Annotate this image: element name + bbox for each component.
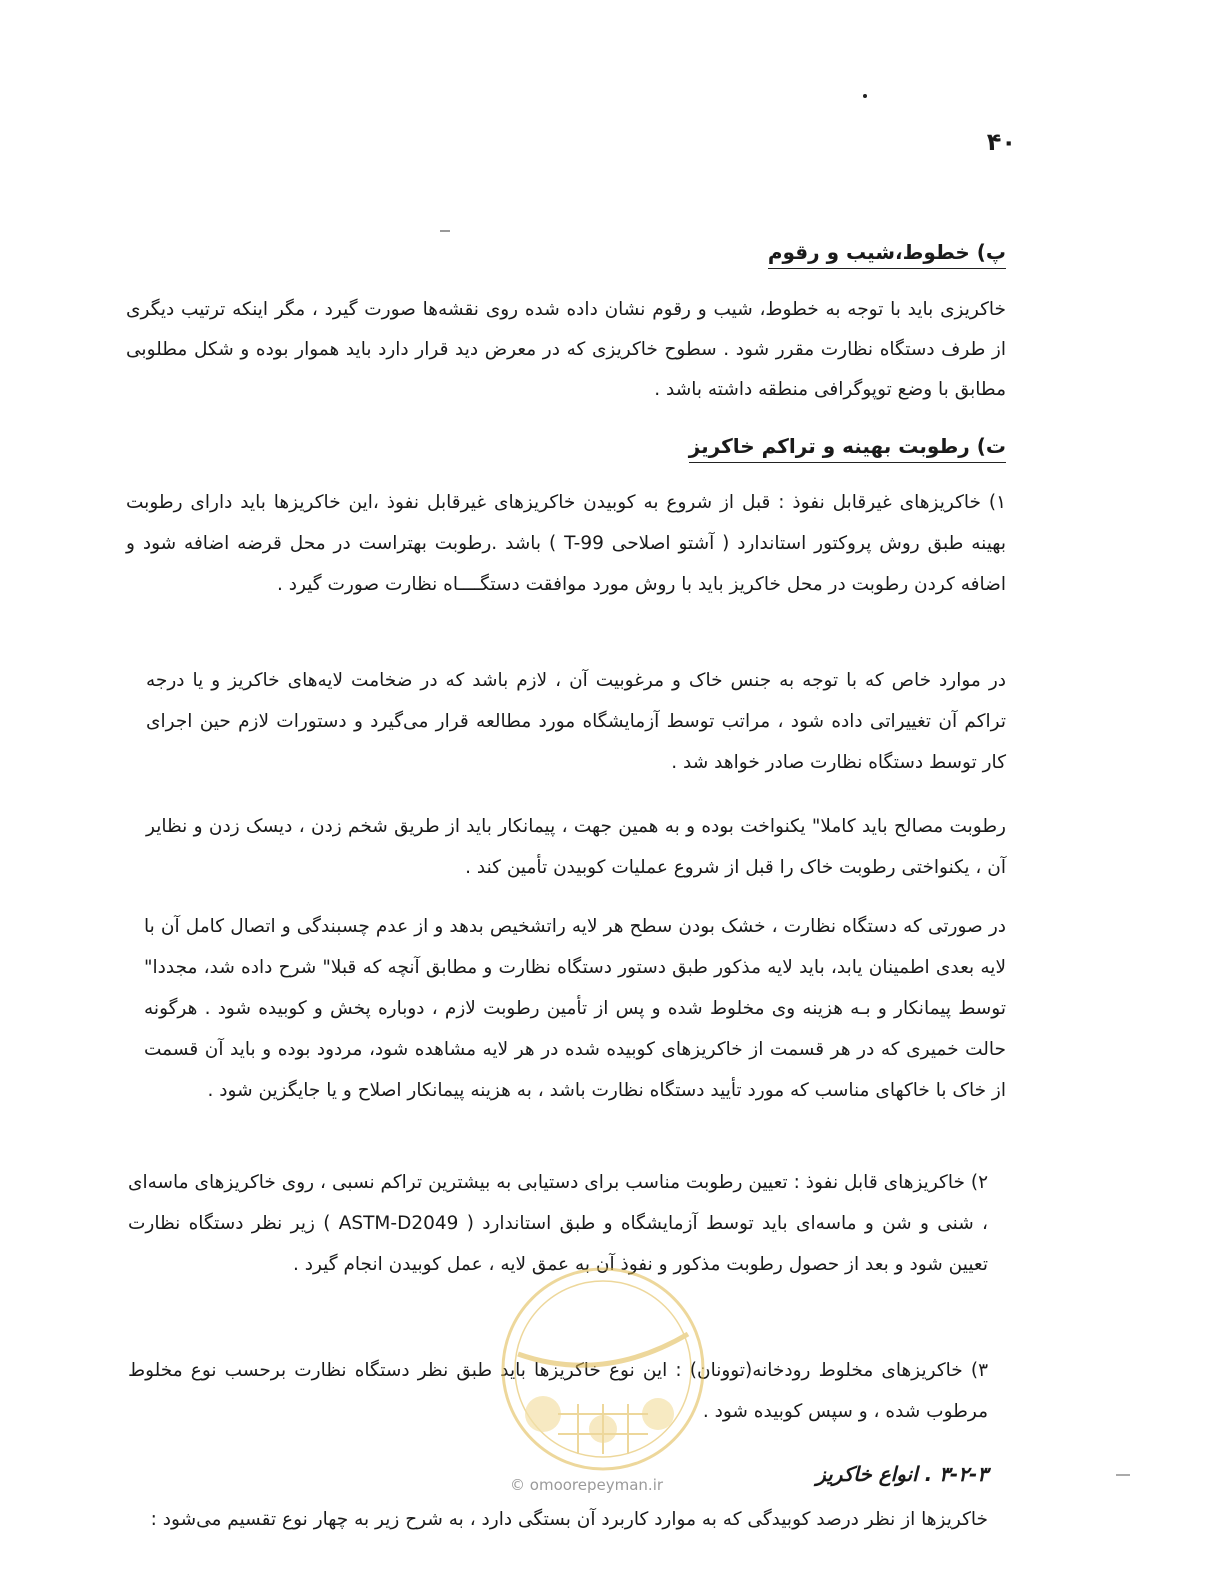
watermark-logo — [498, 1264, 708, 1474]
paragraph-impermeable-fills: ۱) خاکریزهای غیرقابل نفوذ : قبل از شروع به کوبیدن خاکریزهای غیرقابل نفوذ ،این خاکریزها باید دارای رطوبت بهینه طبق روش پروکتور استاندارد ( آشتو اصلاحی T-99 ) باشد .رطوبت بهتراست در محل قرضه اضافه شود و اضافه کردن رطوبت در محل خاکریز باید با روش مورد موافقت دستگــــاه نظارت صورت گیرد . — [126, 492, 1006, 595]
paragraph-river-mixture-fills: ۳) خاکریزهای مخلوط رودخانه(توونان) : این نوع خاکریزها باید طبق نظر دستگاه نظارت برحسب نوع مخلوط مرطوب شده ، و سپس کوبیده شود . — [128, 1360, 988, 1422]
watermark-gears — [525, 1396, 674, 1443]
section-title-fill-types: ۳-۲-۳ . انواع خاکریز — [816, 1462, 988, 1486]
copyright-icon: © — [510, 1476, 525, 1494]
paragraph-lines-slopes: خاکریزی باید با توجه به خطوط، شیب و رقوم نشان داده شده روی نقشه‌ها صورت گیرد ، مگر اینکه ترتیب دیگری از طرف دستگاه نظارت مقرر شود . سطوح خاکریزی که در معرض دید قرار دارد باید هموار بوده و شکل مطلوبی مطابق با وضع توپوگرافی منطقه داشته باشد . — [126, 299, 1006, 400]
heading-moisture-compaction: ت) رطوبت بهینه و تراکم خاکریز — [689, 434, 1006, 463]
scan-edge-mark — [1116, 1474, 1130, 1476]
watermark-url — [510, 1476, 663, 1494]
page-number: ۴۰ — [986, 128, 1016, 156]
paragraph-material-moisture: رطوبت مصالح باید کاملا" یکنواخت بوده و به همین جهت ، پیمانکار باید از طریق شخم زدن ، دیسک زدن و نظایر آن ، یکنواختی رطوبت خاک را قبل از شروع عملیات کوبیدن تأمین کند . — [146, 816, 1006, 878]
paragraph-special-cases: در موارد خاص که با توجه به جنس خاک و مرغوبیت آن ، لازم باشد که در ضخامت لایه‌های خاکریز و یا درجه تراکم آن تغییراتی داده شود ، مراتب توسط آزمایشگاه مورد مطالعه قرار می‌گیرد و دستورات لازم حین اجرای کار توسط دستگاه نظارت صادر خواهد شد . — [146, 670, 1006, 773]
paragraph-dry-layer: در صورتی که دستگاه نظارت ، خشک بودن سطح هر لایه راتشخیص بدهد و از عدم چسبندگی و اتصال کامل آن با لایه بعدی اطمینان یابد، باید لایه مذکور طبق دستور دستگاه نظارت و مطابق آنچه که قبلا" شرح داده شد، مجددا" توسط پیمانکار و بـه هزینه وی مخلوط شده و پس از تأمین رطوبت لازم ، دوباره پخش و کوبیده شود . هرگونه حالت خمیری که در هر قسمت از خاکریزهای کوبیده شده در هر لایه مشاهده شود، مردود بوده و باید آن قسمت از خاک با خاکهای مناسب که مورد تأیید دستگاه نظارت باشد ، به هزینه پیمانکار اصلاح و یا جایگزین شود . — [144, 916, 1006, 1101]
heading-lines-slopes-levels: پ) خطوط،شیب و رقوم — [768, 240, 1006, 269]
watermark-grid — [558, 1404, 648, 1454]
scan-speck — [440, 230, 450, 232]
watermark-swoosh — [518, 1334, 688, 1365]
paragraph-permeable-fills: ۲) خاکریزهای قابل نفوذ : تعیین رطوبت مناسب برای دستیابی به بیشترین تراکم نسبی ، روی خاکریزهای ماسه‌ای ، شنی و شن و ماسه‌ای باید توسط آزمایشگاه و طبق استاندارد ( ASTM-D2049 ) زیر نظر دستگاه نظارت تعیین شود و بعد از حصول رطوبت مذکور و نفوذ آن به عمق لایه ، عمل کوبیدن انجام گیرد . — [128, 1172, 988, 1275]
scan-dot — [863, 94, 867, 98]
watermark-url-text: omoorepeyman.ir — [529, 1476, 664, 1494]
paragraph-fill-types: خاکریزها از نظر درصد کوبیدگی که به موارد کاربرد آن بستگی دارد ، به شرح زیر به چهار نوع تقسیم می‌شود : — [150, 1509, 988, 1530]
